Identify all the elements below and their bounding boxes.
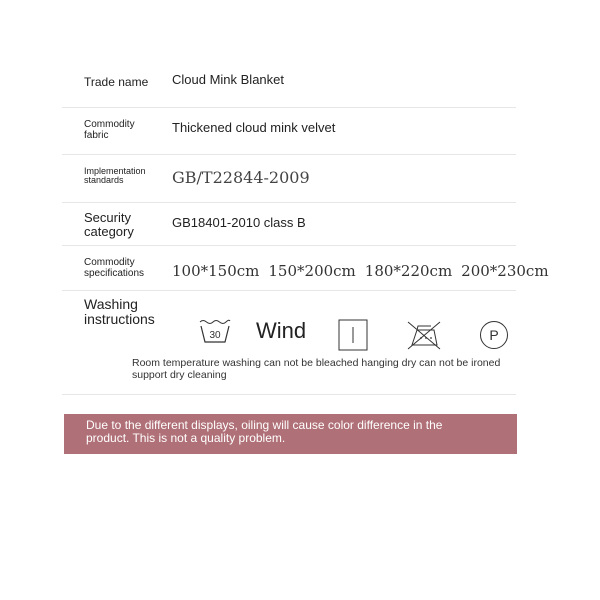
standards-row xyxy=(62,155,516,203)
wind-text: Wind xyxy=(256,318,307,343)
security-row xyxy=(62,203,516,246)
spec-size: 150*200cm xyxy=(268,262,356,280)
wash-30-icon xyxy=(198,318,232,344)
standards-label-line1: Implementation xyxy=(84,166,146,176)
notice-line1: Due to the different displays, oiling will cause color difference in the xyxy=(86,418,443,432)
specifications-label-line1: Commodity xyxy=(84,257,135,268)
fabric-value: Thickened cloud mink velvet xyxy=(172,120,336,135)
spec-size: 200*230cm xyxy=(461,262,549,280)
specifications-label xyxy=(84,258,144,279)
dry-clean-icon xyxy=(478,319,510,351)
standards-value: GB/T22844-2009 xyxy=(172,168,310,187)
dry-clean-letter: P xyxy=(489,327,499,343)
washing-label-line2: instructions xyxy=(84,310,155,327)
washing-description xyxy=(132,357,562,381)
wash-temp-text: 30 xyxy=(209,330,221,341)
washing-label xyxy=(84,297,155,326)
no-iron-icon xyxy=(404,319,444,351)
security-label xyxy=(84,211,134,238)
trade-name-value: Cloud Mink Blanket xyxy=(172,72,284,87)
hang-dry-icon xyxy=(338,319,368,351)
spec-size: 180*220cm xyxy=(364,262,453,280)
washing-row xyxy=(62,291,516,395)
washing-description-line2: support dry cleaning xyxy=(132,369,227,381)
security-value: GB18401-2010 class B xyxy=(172,215,306,230)
trade-name-row xyxy=(62,58,516,108)
fabric-label xyxy=(84,120,135,141)
security-label-line2: category xyxy=(84,223,134,239)
color-difference-notice xyxy=(64,414,517,454)
spec-size: 100*150cm xyxy=(172,262,260,280)
notice-line2: product. This is not a quality problem. xyxy=(86,431,286,445)
fabric-label-line1: Commodity xyxy=(84,119,135,130)
trade-name-label: Trade name xyxy=(84,75,149,89)
specifications-row xyxy=(62,246,549,291)
specifications-values xyxy=(172,262,558,280)
fabric-row xyxy=(62,108,516,155)
standards-label xyxy=(84,167,146,186)
security-label-line1: Security xyxy=(84,210,131,225)
specifications-label-line2: specifications xyxy=(84,267,145,279)
fabric-label-line2: fabric xyxy=(84,129,109,141)
standards-label-line2: standards xyxy=(84,175,124,186)
washing-label-line1: Washing xyxy=(84,296,138,312)
washing-description-line1: Room temperature washing can not be bleached hanging dry can not be ironed xyxy=(132,357,501,369)
